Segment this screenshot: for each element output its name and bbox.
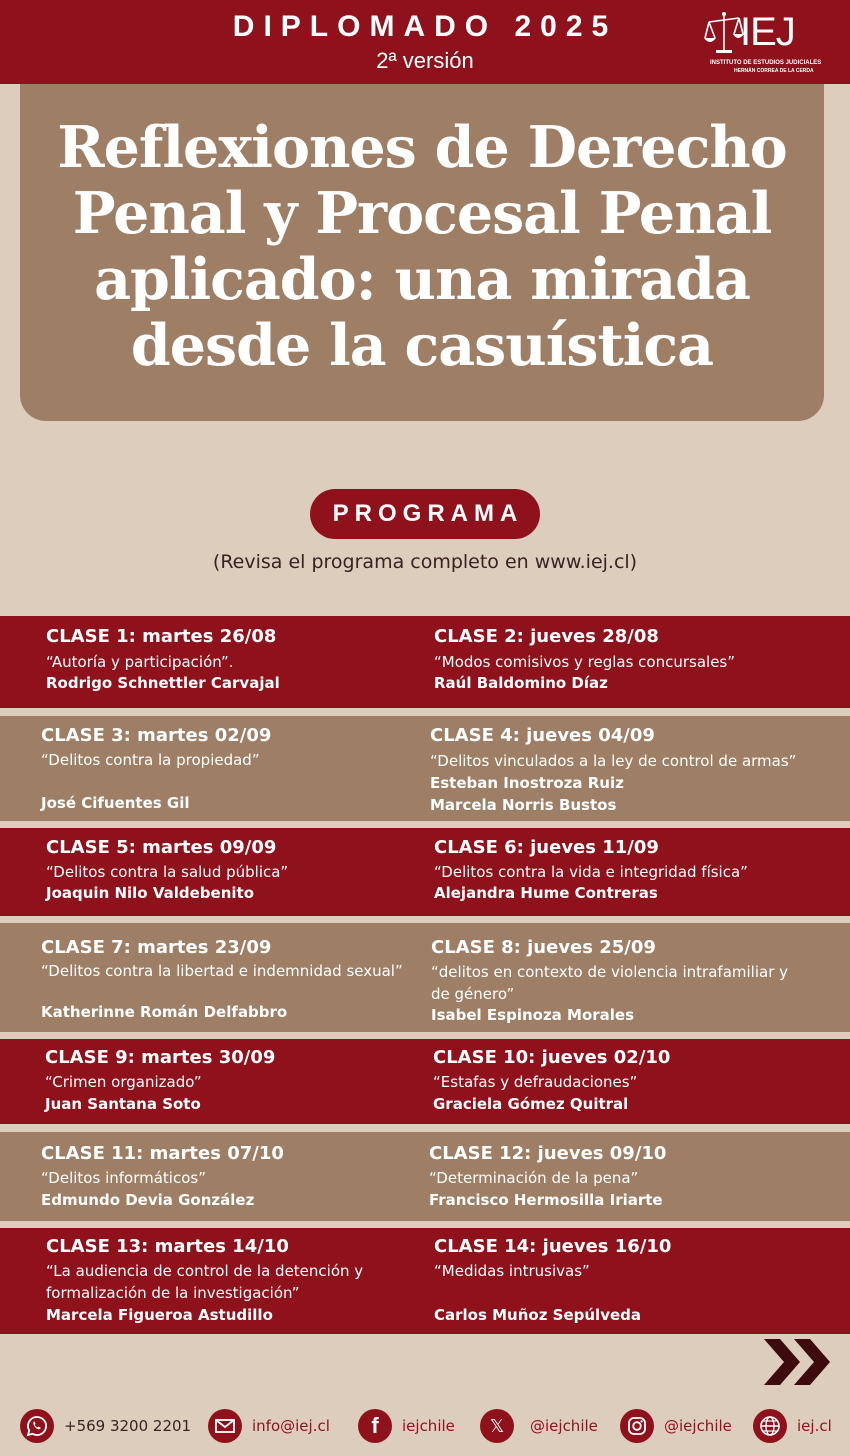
web-text: iej.cl [797, 1417, 832, 1435]
x-text: @iejchile [530, 1417, 598, 1435]
class-heading: CLASE 7: martes 23/09 [41, 937, 272, 958]
next-page-arrow-icon[interactable] [764, 1339, 832, 1385]
class-band [0, 1228, 850, 1334]
page-title: DIPLOMADO 2025 [232, 10, 618, 43]
class-heading: CLASE 9: martes 30/09 [45, 1047, 276, 1068]
facebook-icon: f [358, 1409, 392, 1443]
contact-footer [0, 1406, 850, 1446]
class-topic: “Determinación de la pena” [429, 1169, 639, 1187]
class-heading: CLASE 13: martes 14/10 [46, 1236, 289, 1257]
header-bar [0, 0, 850, 84]
class-instructor: Graciela Gómez Quitral [433, 1095, 629, 1113]
class-instructor: José Cifuentes Gil [41, 794, 190, 812]
instagram-contact[interactable] [620, 1406, 732, 1446]
logo-line2: HERNÁN CORREA DE LA CERDA [734, 68, 814, 74]
class-topic: “delitos en contexto de violencia intrafamiliar y de género” [431, 963, 789, 1003]
class-band [0, 1132, 850, 1221]
email-contact[interactable] [208, 1406, 330, 1446]
class-heading: CLASE 10: jueves 02/10 [433, 1047, 671, 1068]
web-contact[interactable] [753, 1406, 832, 1446]
page-subtitle: 2ª versión [376, 48, 474, 73]
class-topic: “Delitos informáticos” [41, 1169, 206, 1187]
class-band [0, 616, 850, 708]
class-instructor: Marcela Figueroa Astudillo [46, 1306, 273, 1324]
course-title-line: aplicado: una mirada [94, 245, 750, 313]
class-heading: CLASE 6: jueves 11/09 [434, 837, 659, 858]
facebook-text: iejchile [402, 1417, 455, 1435]
course-title-line: desde la casuística [130, 311, 714, 379]
programa-badge: PROGRAMA [310, 489, 540, 539]
class-band [0, 923, 850, 1032]
class-heading: CLASE 8: jueves 25/09 [431, 937, 656, 958]
class-topic: “Autoría y participación”. [46, 653, 234, 671]
class-instructor: Juan Santana Soto [45, 1095, 201, 1113]
scales-of-justice-icon [704, 10, 744, 58]
class-heading: CLASE 4: jueves 04/09 [430, 725, 655, 746]
class-instructor: Raúl Baldomino Díaz [434, 674, 608, 692]
logo-letters: IEJ [740, 10, 795, 54]
whatsapp-icon [20, 1409, 54, 1443]
class-topic: “Crimen organizado” [45, 1073, 202, 1091]
facebook-contact[interactable] [358, 1406, 455, 1446]
phone-contact[interactable] [20, 1406, 191, 1446]
class-heading: CLASE 14: jueves 16/10 [434, 1236, 672, 1257]
x-contact[interactable] [480, 1406, 598, 1446]
class-topic: “Delitos contra la salud pública” [46, 863, 289, 881]
email-text: info@iej.cl [252, 1417, 330, 1435]
course-title [57, 115, 787, 379]
class-instructor: Rodrigo Schnettler Carvajal [46, 674, 280, 692]
class-instructor: Katherinne Román Delfabbro [41, 1003, 288, 1021]
phone-text: +569 3200 2201 [64, 1417, 192, 1435]
class-topic: “La audiencia de control de la detención y formalización de la investigación” [46, 1262, 364, 1302]
class-instructor: Alejandra Hume Contreras [434, 884, 658, 902]
class-heading: CLASE 1: martes 26/08 [46, 626, 277, 647]
hero-panel [20, 84, 824, 421]
class-band [0, 716, 850, 821]
class-topic: “Delitos contra la propiedad” [41, 751, 260, 769]
class-heading: CLASE 3: martes 02/09 [41, 725, 272, 746]
class-topic: “Delitos contra la vida e integridad física” [434, 863, 748, 881]
iej-logo [704, 10, 822, 78]
class-instructor: Esteban Inostroza Ruiz [430, 774, 624, 792]
class-instructor: Joaquin Nilo Valdebenito [46, 884, 255, 902]
class-instructor: Marcela Norris Bustos [430, 796, 617, 814]
course-title-line: Penal y Procesal Penal [72, 179, 772, 247]
class-instructor: Isabel Espinoza Morales [431, 1006, 635, 1024]
programa-note: (Revisa el programa completo en www.iej.cl) [212, 551, 638, 573]
class-band [0, 828, 850, 916]
instagram-icon [620, 1409, 654, 1443]
class-topic: “Medidas intrusivas” [434, 1262, 590, 1280]
x-logo-icon: 𝕏 [480, 1409, 514, 1443]
class-instructor: Francisco Hermosilla Iriarte [429, 1191, 663, 1209]
class-topic: “Modos comisivos y reglas concursales” [434, 653, 736, 671]
globe-icon [753, 1409, 787, 1443]
class-heading: CLASE 5: martes 09/09 [46, 837, 277, 858]
class-instructor: Edmundo Devia González [41, 1191, 255, 1209]
class-heading: CLASE 12: jueves 09/10 [429, 1143, 667, 1164]
instagram-text: @iejchile [664, 1417, 732, 1435]
class-topic: “Delitos vinculados a la ley de control de armas” [430, 752, 797, 770]
class-heading: CLASE 11: martes 07/10 [41, 1143, 284, 1164]
class-topic: “Delitos contra la libertad e indemnidad sexual” [41, 962, 403, 980]
course-title-line: Reflexiones de Derecho [57, 113, 787, 181]
class-heading: CLASE 2: jueves 28/08 [434, 626, 659, 647]
envelope-icon [208, 1409, 242, 1443]
class-band [0, 1039, 850, 1124]
class-topic: “Estafas y defraudaciones” [433, 1073, 638, 1091]
logo-line1: INSTITUTO DE ESTUDIOS JUDICIALES [710, 60, 822, 66]
class-instructor: Carlos Muñoz Sepúlveda [434, 1306, 642, 1324]
